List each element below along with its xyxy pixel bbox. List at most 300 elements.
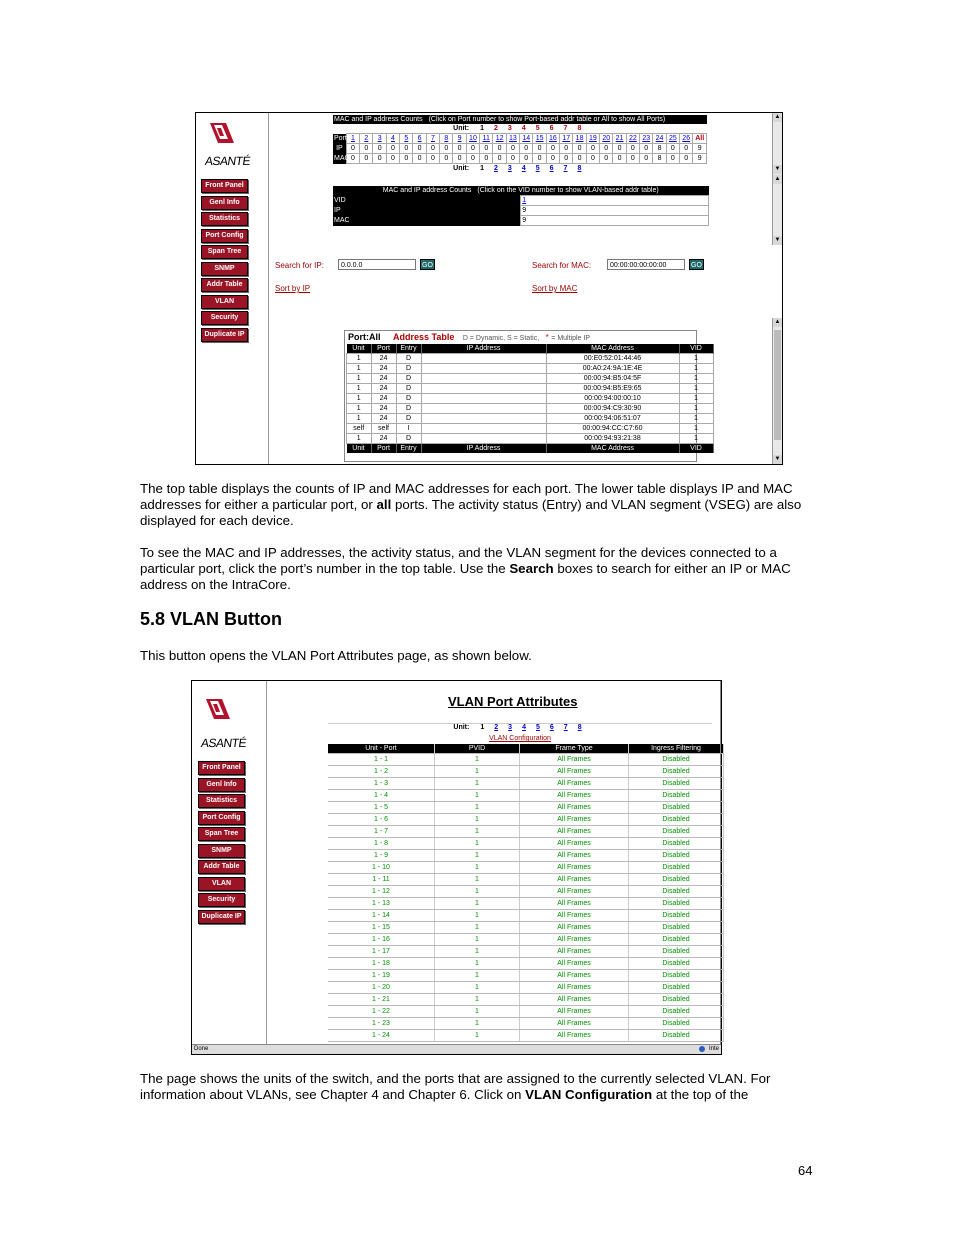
port-row-cell[interactable]: 3 xyxy=(373,134,386,144)
vlan-cell: 1 - 17 xyxy=(328,946,435,958)
vlan-cell: 1 - 10 xyxy=(328,862,435,874)
vlan-cell: All Frames xyxy=(520,1030,629,1042)
addr-cell: 1 xyxy=(679,374,713,384)
paragraph-1 xyxy=(140,481,810,529)
vlan-cell: Disabled xyxy=(629,766,724,778)
vlan-cell: All Frames xyxy=(520,886,629,898)
vlan-cell: 1 xyxy=(435,934,520,946)
mac-row-cell: 0 xyxy=(400,154,413,164)
nav-button-genl-info[interactable]: Genl Info xyxy=(198,778,245,792)
addr-cell: 24 xyxy=(371,374,396,384)
port-row-cell[interactable]: 7 xyxy=(426,134,439,144)
globe-icon xyxy=(699,1046,705,1052)
addr-cell xyxy=(421,434,546,444)
vlan-cell: All Frames xyxy=(520,910,629,922)
nav-button-statistics[interactable]: Statistics xyxy=(201,212,248,226)
ip-row-cell: 0 xyxy=(640,144,653,154)
scrollbar-bottom[interactable] xyxy=(772,318,782,464)
ip-row-cell: 0 xyxy=(546,144,559,154)
addr-header-cell: Port xyxy=(371,444,396,454)
addr-table-row xyxy=(347,404,714,414)
port-row-cell[interactable]: 8 xyxy=(440,134,453,144)
vlan-table-row xyxy=(328,814,724,826)
vlan-configuration-link[interactable]: VLAN Configuration xyxy=(489,735,551,742)
addr-cell: 1 xyxy=(347,374,372,384)
mac-row-cell: 0 xyxy=(520,154,533,164)
vlan-cell: All Frames xyxy=(520,874,629,886)
mac-row-cell: 0 xyxy=(453,154,466,164)
scrollbar-top[interactable] xyxy=(772,113,782,245)
ip-row-cell: 0 xyxy=(440,144,453,154)
mac-row-cell: 0 xyxy=(680,154,693,164)
addr-cell: D xyxy=(396,384,421,394)
nav-button-addr-table[interactable]: Addr Table xyxy=(198,860,245,874)
vid-row-value: 9 xyxy=(521,216,709,226)
address-table-screenshot xyxy=(195,112,783,465)
vlan-cell: 1 xyxy=(435,958,520,970)
vlan-cell: Disabled xyxy=(629,874,724,886)
unit-link-2[interactable]: 2 xyxy=(494,124,498,132)
mac-row-cell: 0 xyxy=(360,154,373,164)
unit-link-7[interactable]: 7 xyxy=(563,124,568,132)
vlan-table-row xyxy=(328,922,724,934)
vlan-table-row xyxy=(328,862,724,874)
vlan-cell: Disabled xyxy=(629,982,724,994)
vlan-cell: Disabled xyxy=(629,802,724,814)
vlan-cell: 1 xyxy=(435,910,520,922)
left-nav-panel xyxy=(196,113,269,464)
vlan-table-row xyxy=(328,970,724,982)
para4-text-a: The page shows the units of the switch, and the ports that are assigned to the currently selected VLAN. For information about VLANs, see Chapter 4 and Chapter 6. Click on xyxy=(140,1071,771,1102)
addr-header-cell: VID xyxy=(679,444,713,454)
mac-row-cell: 0 xyxy=(413,154,426,164)
vid-row-label: VID xyxy=(333,196,521,206)
scroll-down-arrow-icon-2[interactable]: ▼ xyxy=(774,237,781,243)
addr-cell: D xyxy=(396,404,421,414)
vlan-cell: 1 - 11 xyxy=(328,874,435,886)
addr-cell: 24 xyxy=(371,404,396,414)
addr-cell: 1 xyxy=(347,404,372,414)
addr-table-row xyxy=(347,384,714,394)
addr-cell: 1 xyxy=(679,404,713,414)
port-row-cell[interactable]: 23 xyxy=(640,134,653,144)
vlan-cell: 1 xyxy=(435,1030,520,1042)
para1-bold: all xyxy=(376,497,392,512)
search-mac-input[interactable]: 00:00:00:00:00:00 xyxy=(607,259,685,270)
addr-table-row xyxy=(347,424,714,434)
vlan-cell: All Frames xyxy=(520,1018,629,1030)
unit-label: Unit: xyxy=(453,164,470,172)
vlan-cell: 1 xyxy=(435,886,520,898)
port-row-cell[interactable]: 14 xyxy=(520,134,533,144)
mac-row-cell: 0 xyxy=(440,154,453,164)
nav-button-front-panel[interactable]: Front Panel xyxy=(198,761,245,775)
nav-button-port-config[interactable]: Port Config xyxy=(198,811,245,825)
vlan-table-row xyxy=(328,838,724,850)
status-zone-text: Inte xyxy=(708,1046,719,1052)
paragraph-4 xyxy=(140,1071,810,1103)
vlan-cell: 1 - 15 xyxy=(328,922,435,934)
mac-row-cell: 0 xyxy=(386,154,399,164)
nav-button-statistics[interactable]: Statistics xyxy=(198,794,245,808)
section-heading: 5.8 VLAN Button xyxy=(140,609,282,629)
para2-text-a: To see the MAC and IP addresses, the activity status, and the VLAN segment for the devices connected to a particular port, click the port’s number in the top table. Use the xyxy=(140,545,777,576)
vid-title-text: MAC and IP address Counts xyxy=(382,186,472,194)
addr-cell: 1 xyxy=(347,394,372,404)
vlan-cell: All Frames xyxy=(520,922,629,934)
addr-cell xyxy=(421,364,546,374)
addr-cell: 00:00:94:06:51:07 xyxy=(546,414,679,424)
addr-cell: D xyxy=(396,394,421,404)
vlan-cell: 1 - 23 xyxy=(328,1018,435,1030)
vlan-cell: 1 - 7 xyxy=(328,826,435,838)
nav-button-security[interactable]: Security xyxy=(198,893,245,907)
addr-port-label: Port:All xyxy=(348,332,381,342)
unit-link-6[interactable]: 6 xyxy=(549,164,554,172)
ip-row-cell: 8 xyxy=(653,144,666,154)
port-row-cell[interactable]: 10 xyxy=(466,134,479,144)
asante-logo-text-2: ASANTÉ xyxy=(200,736,247,750)
vlan-cell: Disabled xyxy=(629,934,724,946)
unit-link-3[interactable]: 3 xyxy=(507,124,512,132)
nav-button-front-panel[interactable]: Front Panel xyxy=(201,179,248,193)
scroll-down-arrow-icon[interactable]: ▼ xyxy=(774,166,781,172)
unit-row-top-cell xyxy=(333,124,707,134)
para1-text-a: The top table displays the counts of IP and MAC addresses for each port. The lower table displays IP and MAC addresses for either a particular port, or xyxy=(140,481,793,512)
nav-button-addr-table[interactable]: Addr Table xyxy=(201,278,248,292)
addr-header-cell: Unit xyxy=(347,344,372,354)
scroll-up-arrow-icon[interactable]: ▲ xyxy=(774,114,781,120)
addr-cell: D xyxy=(396,364,421,374)
port-row-cell[interactable]: 4 xyxy=(386,134,399,144)
addr-header-cell: Entry xyxy=(396,344,421,354)
port-row-cell[interactable]: 12 xyxy=(493,134,506,144)
search-mac-label: Search for MAC: xyxy=(532,261,592,270)
vlan-cell: 1 xyxy=(435,922,520,934)
addr-cell: 00:00:94:CC:C7:60 xyxy=(546,424,679,434)
vlan-cell: 1 xyxy=(435,898,520,910)
vid-row-value[interactable]: 1 xyxy=(521,196,709,206)
search-ip-go-button[interactable]: GO xyxy=(420,259,435,270)
addr-cell xyxy=(421,394,546,404)
mac-row-cell: 0 xyxy=(586,154,599,164)
ip-row-cell: 0 xyxy=(400,144,413,154)
addr-cell xyxy=(421,414,546,424)
vlan-cell: 1 - 2 xyxy=(328,766,435,778)
addr-cell: 00:00:94:C9:30:90 xyxy=(546,404,679,414)
nav-button-snmp[interactable]: SNMP xyxy=(201,262,248,276)
port-row-cell[interactable]: 18 xyxy=(573,134,586,144)
vlan-table-row xyxy=(328,946,724,958)
vlan-cell: 1 xyxy=(435,1018,520,1030)
vlan-cell: 1 xyxy=(435,802,520,814)
nav-button-port-config[interactable]: Port Config xyxy=(201,229,248,243)
search-ip-input[interactable]: 0.0.0.0 xyxy=(338,259,416,270)
vlan-cell: Disabled xyxy=(629,886,724,898)
ip-row-cell: 0 xyxy=(453,144,466,154)
addr-cell: 00:00:94:B5:E9:65 xyxy=(546,384,679,394)
addr-footer-row xyxy=(347,444,714,454)
vlan-table-row xyxy=(328,1030,724,1042)
vlan-table-row xyxy=(328,1006,724,1018)
search-ip-label: Search for IP: xyxy=(275,261,324,270)
vid-row xyxy=(333,196,709,206)
addr-cell: 1 xyxy=(679,434,713,444)
vlan-table-row xyxy=(328,934,724,946)
vlan-table-row xyxy=(328,754,724,766)
addr-cell: 24 xyxy=(371,434,396,444)
addr-cell: 1 xyxy=(679,364,713,374)
mac-row-cell: 0 xyxy=(493,154,506,164)
status-bar xyxy=(192,1044,721,1054)
addr-table-row xyxy=(347,394,714,404)
port-row-cell[interactable]: 21 xyxy=(613,134,626,144)
mac-row-cell: 0 xyxy=(626,154,639,164)
port-row-cell[interactable]: 2 xyxy=(360,134,373,144)
vlan-cell: All Frames xyxy=(520,850,629,862)
vlan-cell: 1 xyxy=(435,790,520,802)
vlan-cell: Disabled xyxy=(629,754,724,766)
sort-by-mac-link[interactable]: Sort by MAC xyxy=(532,284,578,293)
addr-cell xyxy=(421,354,546,364)
ip-row-cell: 0 xyxy=(360,144,373,154)
search-mac-go-button[interactable]: GO xyxy=(689,259,704,270)
unit-link-2[interactable]: 2 xyxy=(494,164,498,172)
port-row-cell[interactable]: 15 xyxy=(533,134,546,144)
vlan-cell: All Frames xyxy=(520,754,629,766)
vlan-cell: 1 xyxy=(435,970,520,982)
addr-cell: 1 xyxy=(679,394,713,404)
ip-row-cell: 0 xyxy=(600,144,613,154)
vlan-table-row xyxy=(328,802,724,814)
port-row-label: Port xyxy=(334,134,347,142)
ip-row-cell: 0 xyxy=(520,144,533,154)
addr-cell: 00:00:94:B5:04:5F xyxy=(546,374,679,384)
vid-row xyxy=(333,216,709,226)
mac-row-cell: 0 xyxy=(546,154,559,164)
addr-title: Address Table xyxy=(393,332,455,342)
port-row-cell[interactable]: 25 xyxy=(666,134,679,144)
vlan-cell: 1 xyxy=(435,982,520,994)
port-row-cell[interactable]: 24 xyxy=(653,134,666,144)
vlan-unit-link-1[interactable]: 1 xyxy=(480,724,485,731)
vlan-unit-link-4[interactable]: 4 xyxy=(522,724,526,731)
addr-cell: 1 xyxy=(347,384,372,394)
port-row-cell[interactable]: 13 xyxy=(506,134,519,144)
ip-row-cell: 0 xyxy=(386,144,399,154)
vlan-header-cell: Ingress Filtering xyxy=(629,744,724,754)
nav-button-duplicate-ip[interactable]: Duplicate IP xyxy=(198,910,245,924)
vid-title xyxy=(333,186,709,196)
port-row-cell[interactable]: 26 xyxy=(680,134,693,144)
nav-button-span-tree[interactable]: Span Tree xyxy=(201,245,248,259)
vid-counts-table xyxy=(333,186,709,226)
mac-ip-counts-table xyxy=(333,115,707,173)
para4-bold: VLAN Configuration xyxy=(525,1087,653,1102)
vlan-cell: 1 - 21 xyxy=(328,994,435,1006)
addr-cell: 24 xyxy=(371,384,396,394)
vlan-cell: All Frames xyxy=(520,790,629,802)
vlan-cell: All Frames xyxy=(520,934,629,946)
addr-header-cell: MAC Address xyxy=(546,444,679,454)
nav-button-vlan[interactable]: VLAN xyxy=(201,295,248,309)
mac-row-cell: 0 xyxy=(600,154,613,164)
vlan-unit-link-3[interactable]: 3 xyxy=(508,724,513,731)
addr-header-cell: Entry xyxy=(396,444,421,454)
vlan-cell: All Frames xyxy=(520,970,629,982)
port-row-cell[interactable]: 20 xyxy=(600,134,613,144)
port-row-cell[interactable]: 5 xyxy=(400,134,413,144)
port-row-cell[interactable]: 16 xyxy=(546,134,559,144)
unit-link-8[interactable]: 8 xyxy=(577,164,582,172)
port-row-cell[interactable]: 17 xyxy=(560,134,573,144)
vlan-cell: 1 - 8 xyxy=(328,838,435,850)
vlan-cell: Disabled xyxy=(629,946,724,958)
ip-row-cell: 0 xyxy=(626,144,639,154)
addr-legend-multi: = Multiple IP xyxy=(551,335,591,342)
vlan-cell: 1 - 13 xyxy=(328,898,435,910)
vid-title-row xyxy=(333,186,709,196)
port-row-cell[interactable]: 19 xyxy=(586,134,599,144)
vlan-cell: All Frames xyxy=(520,982,629,994)
unit-link-3[interactable]: 3 xyxy=(507,164,512,172)
addr-cell: 24 xyxy=(371,414,396,424)
vlan-table-row xyxy=(328,874,724,886)
unit-link-6[interactable]: 6 xyxy=(549,124,554,132)
vlan-cell: 1 - 5 xyxy=(328,802,435,814)
vlan-cell: Disabled xyxy=(629,898,724,910)
vlan-unit-link-6[interactable]: 6 xyxy=(549,724,554,731)
para1-text-b: ports. The activity status (Entry) and VLAN segment (VSEG) are also displayed for each device. xyxy=(140,497,802,528)
ip-row-cell: 0 xyxy=(613,144,626,154)
addr-cell: 1 xyxy=(347,364,372,374)
scroll-up-arrow-icon-2[interactable]: ▲ xyxy=(774,176,781,182)
port-row-cell[interactable]: 22 xyxy=(626,134,639,144)
ip-row-cell: 0 xyxy=(506,144,519,154)
vlan-header-cell: Unit - Port xyxy=(328,744,435,754)
asante-logo-icon xyxy=(208,121,236,145)
asante-logo-text: ASANTÉ xyxy=(204,154,251,168)
vlan-cell: Disabled xyxy=(629,790,724,802)
vlan-table-row xyxy=(328,886,724,898)
addr-legend: D = Dynamic, S = Static, xyxy=(462,335,540,342)
port-row-cell[interactable]: 1 xyxy=(346,134,359,144)
vlan-cell: 1 - 19 xyxy=(328,970,435,982)
mac-row-cell: 0 xyxy=(480,154,493,164)
nav-button-security[interactable]: Security xyxy=(201,311,248,325)
vlan-cell: All Frames xyxy=(520,994,629,1006)
vid-row-label: IP xyxy=(333,206,521,216)
ip-row-cell: 0 xyxy=(586,144,599,154)
sort-by-ip-link[interactable]: Sort by IP xyxy=(275,284,311,293)
port-row-cell[interactable]: 9 xyxy=(453,134,466,144)
vlan-unit-link-8[interactable]: 8 xyxy=(577,724,582,731)
ip-row xyxy=(333,144,707,154)
unit-link-5[interactable]: 5 xyxy=(535,164,540,172)
vlan-unit-link-5[interactable]: 5 xyxy=(535,724,540,731)
unit-link-7[interactable]: 7 xyxy=(563,164,568,172)
unit-link-8[interactable]: 8 xyxy=(577,124,582,132)
vlan-cell: 1 - 3 xyxy=(328,778,435,790)
vlan-cell: All Frames xyxy=(520,1006,629,1018)
mac-row-cell: 0 xyxy=(373,154,386,164)
vlan-cell: Disabled xyxy=(629,922,724,934)
vlan-cell: Disabled xyxy=(629,1030,724,1042)
ip-row-label: IP xyxy=(333,144,346,154)
unit-row-bottom xyxy=(333,164,707,174)
mac-row xyxy=(333,154,707,164)
mac-row-cell: 0 xyxy=(573,154,586,164)
unit-link-5[interactable]: 5 xyxy=(535,124,540,132)
vid-row-value: 9 xyxy=(521,206,709,216)
counts-title xyxy=(333,115,707,124)
addr-header-row xyxy=(347,344,714,354)
vlan-table-row xyxy=(328,778,724,790)
nav-button-snmp[interactable]: SNMP xyxy=(198,844,245,858)
vlan-cell: All Frames xyxy=(520,838,629,850)
unit-row-bottom-cell xyxy=(333,164,707,174)
vlan-cell: Disabled xyxy=(629,826,724,838)
unit-link-1[interactable]: 1 xyxy=(480,164,484,172)
vlan-cell: 1 - 16 xyxy=(328,934,435,946)
port-row-cell[interactable]: 11 xyxy=(480,134,493,144)
vlan-cell: Disabled xyxy=(629,850,724,862)
status-done-text: Done xyxy=(194,1046,209,1052)
nav-button-vlan[interactable]: VLAN xyxy=(198,877,245,891)
scroll-up-arrow-icon-3[interactable]: ▲ xyxy=(774,319,781,325)
vlan-cell: 1 - 22 xyxy=(328,1006,435,1018)
vlan-cell: 1 - 9 xyxy=(328,850,435,862)
scroll-down-arrow-icon-3[interactable]: ▼ xyxy=(774,456,781,462)
vlan-cell: All Frames xyxy=(520,826,629,838)
vlan-table-row xyxy=(328,982,724,994)
port-row-cell[interactable]: All xyxy=(693,134,707,144)
vlan-cell: Disabled xyxy=(629,1006,724,1018)
counts-title-row xyxy=(333,115,707,124)
vlan-table-row xyxy=(328,766,724,778)
vlan-cell: 1 - 1 xyxy=(328,754,435,766)
nav-button-genl-info[interactable]: Genl Info xyxy=(201,196,248,210)
vlan-cell: 1 xyxy=(435,754,520,766)
vlan-table-row xyxy=(328,1018,724,1030)
port-row-cell[interactable]: 6 xyxy=(413,134,426,144)
vlan-attributes-table xyxy=(328,744,724,1042)
vlan-cell: All Frames xyxy=(520,958,629,970)
mac-row-cell: 0 xyxy=(560,154,573,164)
mac-row-cell: 0 xyxy=(466,154,479,164)
vlan-cell: All Frames xyxy=(520,802,629,814)
nav-button-span-tree[interactable]: Span Tree xyxy=(198,827,245,841)
unit-link-4[interactable]: 4 xyxy=(521,124,526,132)
unit-link-1[interactable]: 1 xyxy=(480,124,484,132)
addr-cell: 24 xyxy=(371,364,396,374)
counts-title-text: MAC and IP address Counts xyxy=(334,115,423,123)
paragraph-3: This button opens the VLAN Port Attributes page, as shown below. xyxy=(140,648,532,663)
nav-button-duplicate-ip[interactable]: Duplicate IP xyxy=(201,328,248,342)
addr-cell xyxy=(421,404,546,414)
vlan-unit-link-2[interactable]: 2 xyxy=(494,724,499,731)
vlan-cell: All Frames xyxy=(520,766,629,778)
vid-hint-text: (Click on the VID number to show VLAN-based addr table) xyxy=(477,186,659,194)
ip-row-cell: 0 xyxy=(426,144,439,154)
mac-row-cell: 0 xyxy=(640,154,653,164)
vlan-cell: 1 xyxy=(435,826,520,838)
unit-link-4[interactable]: 4 xyxy=(521,164,526,172)
vlan-cell: 1 - 6 xyxy=(328,814,435,826)
vlan-unit-link-7[interactable]: 7 xyxy=(563,724,568,731)
mac-row-cell: 0 xyxy=(613,154,626,164)
addr-cell: self xyxy=(371,424,396,434)
